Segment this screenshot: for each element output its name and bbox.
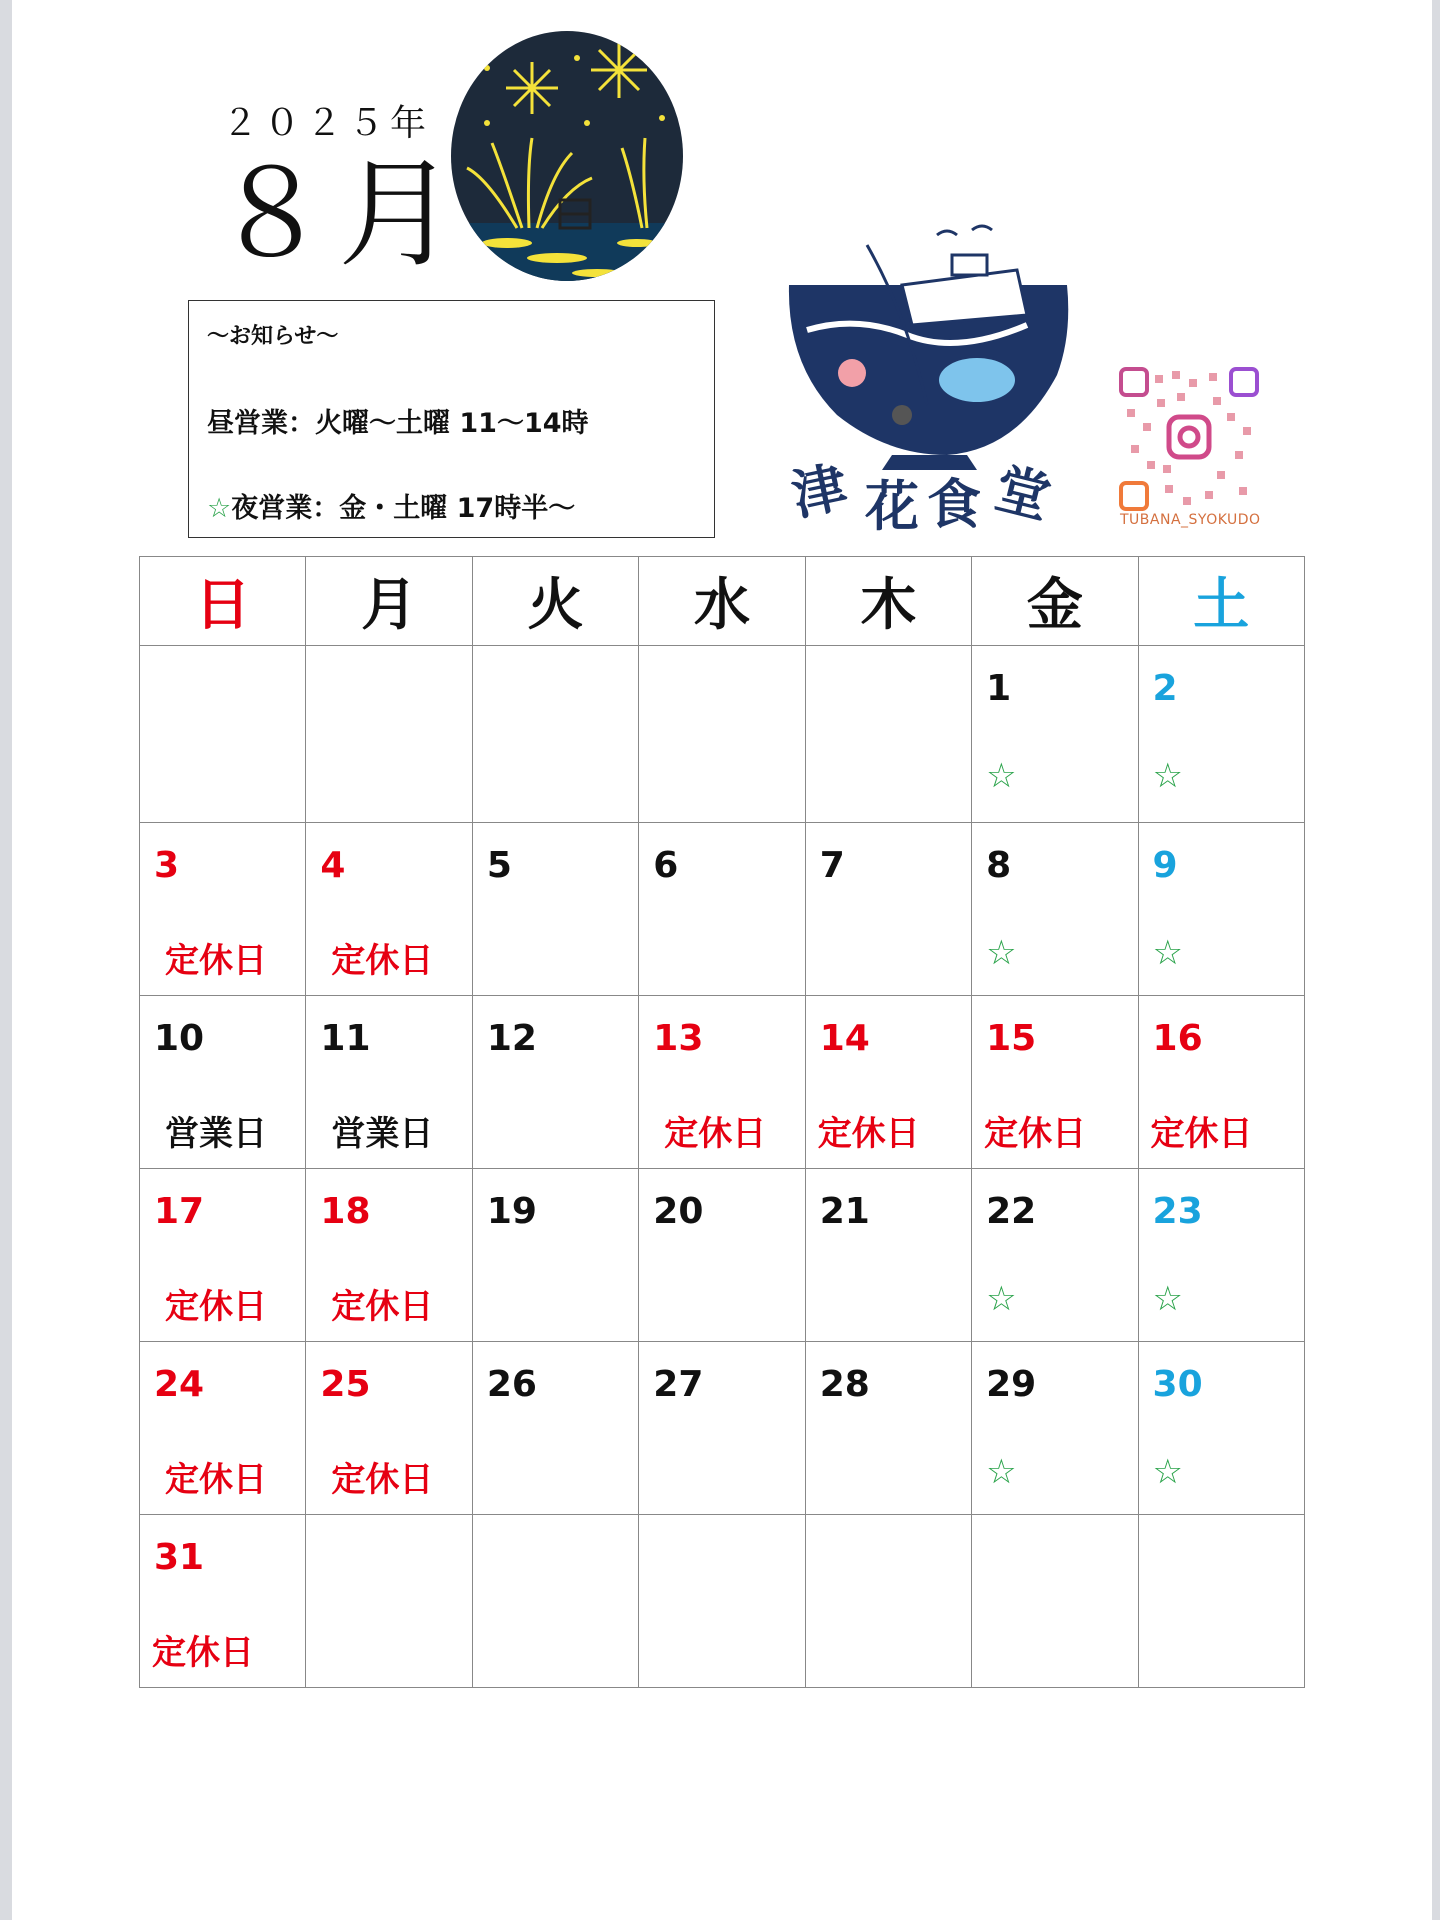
calendar-day-cell	[639, 646, 805, 823]
calendar-day-cell	[306, 996, 472, 1169]
day-status: 定休日	[331, 1460, 434, 1500]
day-number: 13	[653, 1018, 704, 1059]
svg-text:堂: 堂	[988, 455, 1057, 531]
calendar-day-cell	[805, 646, 971, 823]
instagram-handle: TUBANA_SYOKUDO	[1120, 512, 1261, 528]
calendar-day-cell	[140, 996, 306, 1169]
calendar-day-cell	[1138, 1515, 1304, 1688]
calendar-week-row	[140, 1342, 1305, 1515]
calendar-day-cell	[306, 823, 472, 996]
calendar-page	[12, 0, 1432, 1920]
calendar-day-cell	[140, 823, 306, 996]
calendar-day-cell	[1138, 646, 1304, 823]
calendar-week-row	[140, 646, 1305, 823]
dinner-hours: 夜営業：金・土曜 17時半～	[231, 493, 576, 524]
calendar-week-row	[140, 823, 1305, 996]
day-number: 2	[1152, 668, 1178, 709]
calendar-week-row	[140, 996, 1305, 1169]
day-number: 8	[986, 845, 1012, 886]
calendar-day-cell	[1138, 1169, 1304, 1342]
calendar-week-row	[140, 1515, 1305, 1688]
day-number: 20	[653, 1191, 704, 1232]
dinner-star-icon: ☆	[986, 756, 1017, 796]
calendar-grid	[139, 556, 1305, 1688]
calendar-day-cell	[639, 996, 805, 1169]
weekday-wed: 水	[639, 557, 805, 646]
calendar-day-cell	[972, 823, 1138, 996]
day-number: 28	[819, 1364, 870, 1405]
calendar-day-cell	[805, 823, 971, 996]
restaurant-logo	[777, 215, 1077, 535]
day-status: 定休日	[152, 1633, 254, 1673]
day-number: 11	[320, 1018, 371, 1059]
calendar-day-cell	[140, 1515, 306, 1688]
day-status: 定休日	[165, 941, 267, 981]
day-status: 定休日	[331, 1287, 434, 1327]
calendar-day-cell	[805, 996, 971, 1169]
calendar-day-cell	[472, 1342, 638, 1515]
dinner-star-icon: ☆	[986, 1279, 1017, 1319]
calendar-day-cell	[306, 1169, 472, 1342]
day-number: 30	[1152, 1364, 1203, 1405]
dinner-star-icon: ☆	[1152, 1279, 1184, 1319]
notice-title: ～お知らせ～	[207, 324, 339, 349]
calendar-day-cell	[472, 1515, 638, 1688]
calendar-day-cell	[972, 996, 1138, 1169]
day-status: 定休日	[817, 1114, 920, 1154]
day-status: 営業日	[331, 1114, 434, 1154]
day-number: 6	[653, 845, 679, 886]
dinner-star-icon: ☆	[986, 933, 1017, 973]
calendar-day-cell	[1138, 996, 1304, 1169]
weekday-sun: 日	[140, 557, 306, 646]
svg-text:津: 津	[786, 453, 853, 528]
day-number: 23	[1152, 1191, 1203, 1232]
weekday-header-row	[140, 557, 1305, 646]
calendar-day-cell	[472, 996, 638, 1169]
calendar-day-cell	[140, 1342, 306, 1515]
dinner-star-icon: ☆	[1152, 1452, 1184, 1492]
weekday-tue: 火	[472, 557, 638, 646]
day-number: 21	[819, 1191, 870, 1232]
day-number: 15	[986, 1018, 1037, 1059]
year-label: ２０２５年	[222, 103, 433, 144]
day-number: 25	[320, 1364, 371, 1405]
day-number: 9	[1152, 845, 1178, 886]
day-status: 定休日	[984, 1114, 1087, 1154]
calendar-day-cell	[639, 1169, 805, 1342]
dinner-hours-line	[207, 486, 575, 525]
calendar-day-cell	[639, 1515, 805, 1688]
calendar-day-cell	[1138, 1342, 1304, 1515]
calendar-day-cell	[972, 1342, 1138, 1515]
day-status: 営業日	[165, 1114, 267, 1154]
day-number: 31	[154, 1537, 205, 1578]
day-number: 18	[320, 1191, 371, 1232]
calendar-day-cell	[472, 1169, 638, 1342]
svg-text:食: 食	[927, 472, 981, 535]
calendar-day-cell	[306, 646, 472, 823]
day-number: 22	[986, 1191, 1037, 1232]
month-label: ８月	[212, 145, 465, 283]
calendar-day-cell	[472, 823, 638, 996]
weekday-mon: 月	[306, 557, 472, 646]
calendar-day-cell	[805, 1169, 971, 1342]
fireworks-illustration	[447, 28, 687, 283]
weekday-thu: 木	[805, 557, 971, 646]
day-number: 29	[986, 1364, 1037, 1405]
day-status: 定休日	[165, 1460, 267, 1500]
calendar-day-cell	[972, 1169, 1138, 1342]
day-number: 17	[154, 1191, 205, 1232]
calendar-day-cell	[639, 1342, 805, 1515]
day-status: 定休日	[331, 941, 434, 981]
day-number: 1	[986, 668, 1012, 709]
notice-box	[188, 300, 715, 538]
day-number: 26	[486, 1364, 537, 1405]
calendar-day-cell	[472, 646, 638, 823]
day-number: 16	[1152, 1018, 1203, 1059]
star-icon: ☆	[207, 493, 232, 524]
weekday-fri: 金	[972, 557, 1138, 646]
svg-text:花: 花	[865, 474, 919, 535]
weekday-sat: 土	[1138, 557, 1304, 646]
day-number: 24	[154, 1364, 205, 1405]
dinner-star-icon: ☆	[1152, 756, 1184, 796]
calendar-day-cell	[805, 1342, 971, 1515]
calendar-day-cell	[140, 1169, 306, 1342]
lunch-hours: 昼営業：火曜～土曜 11～14時	[207, 408, 589, 439]
day-number: 3	[154, 845, 180, 886]
day-status: 定休日	[1150, 1114, 1253, 1154]
calendar-day-cell	[972, 1515, 1138, 1688]
day-number: 19	[486, 1191, 537, 1232]
calendar-day-cell	[306, 1342, 472, 1515]
day-number: 4	[320, 845, 346, 886]
calendar-week-row	[140, 1169, 1305, 1342]
calendar-day-cell	[306, 1515, 472, 1688]
calendar-day-cell	[805, 1515, 971, 1688]
day-number: 7	[819, 845, 845, 886]
day-status: 定休日	[165, 1287, 267, 1327]
day-status: 定休日	[664, 1114, 767, 1154]
calendar-day-cell	[972, 646, 1138, 823]
calendar-day-cell	[1138, 823, 1304, 996]
dinner-star-icon: ☆	[986, 1452, 1017, 1492]
day-number: 12	[486, 1018, 537, 1059]
day-number: 5	[486, 845, 512, 886]
day-number: 14	[819, 1018, 870, 1059]
day-number: 10	[154, 1018, 205, 1059]
instagram-qr-code[interactable]	[1117, 365, 1262, 515]
day-number: 27	[653, 1364, 704, 1405]
dinner-star-icon: ☆	[1152, 933, 1184, 973]
calendar-day-cell	[639, 823, 805, 996]
calendar-day-cell	[140, 646, 306, 823]
